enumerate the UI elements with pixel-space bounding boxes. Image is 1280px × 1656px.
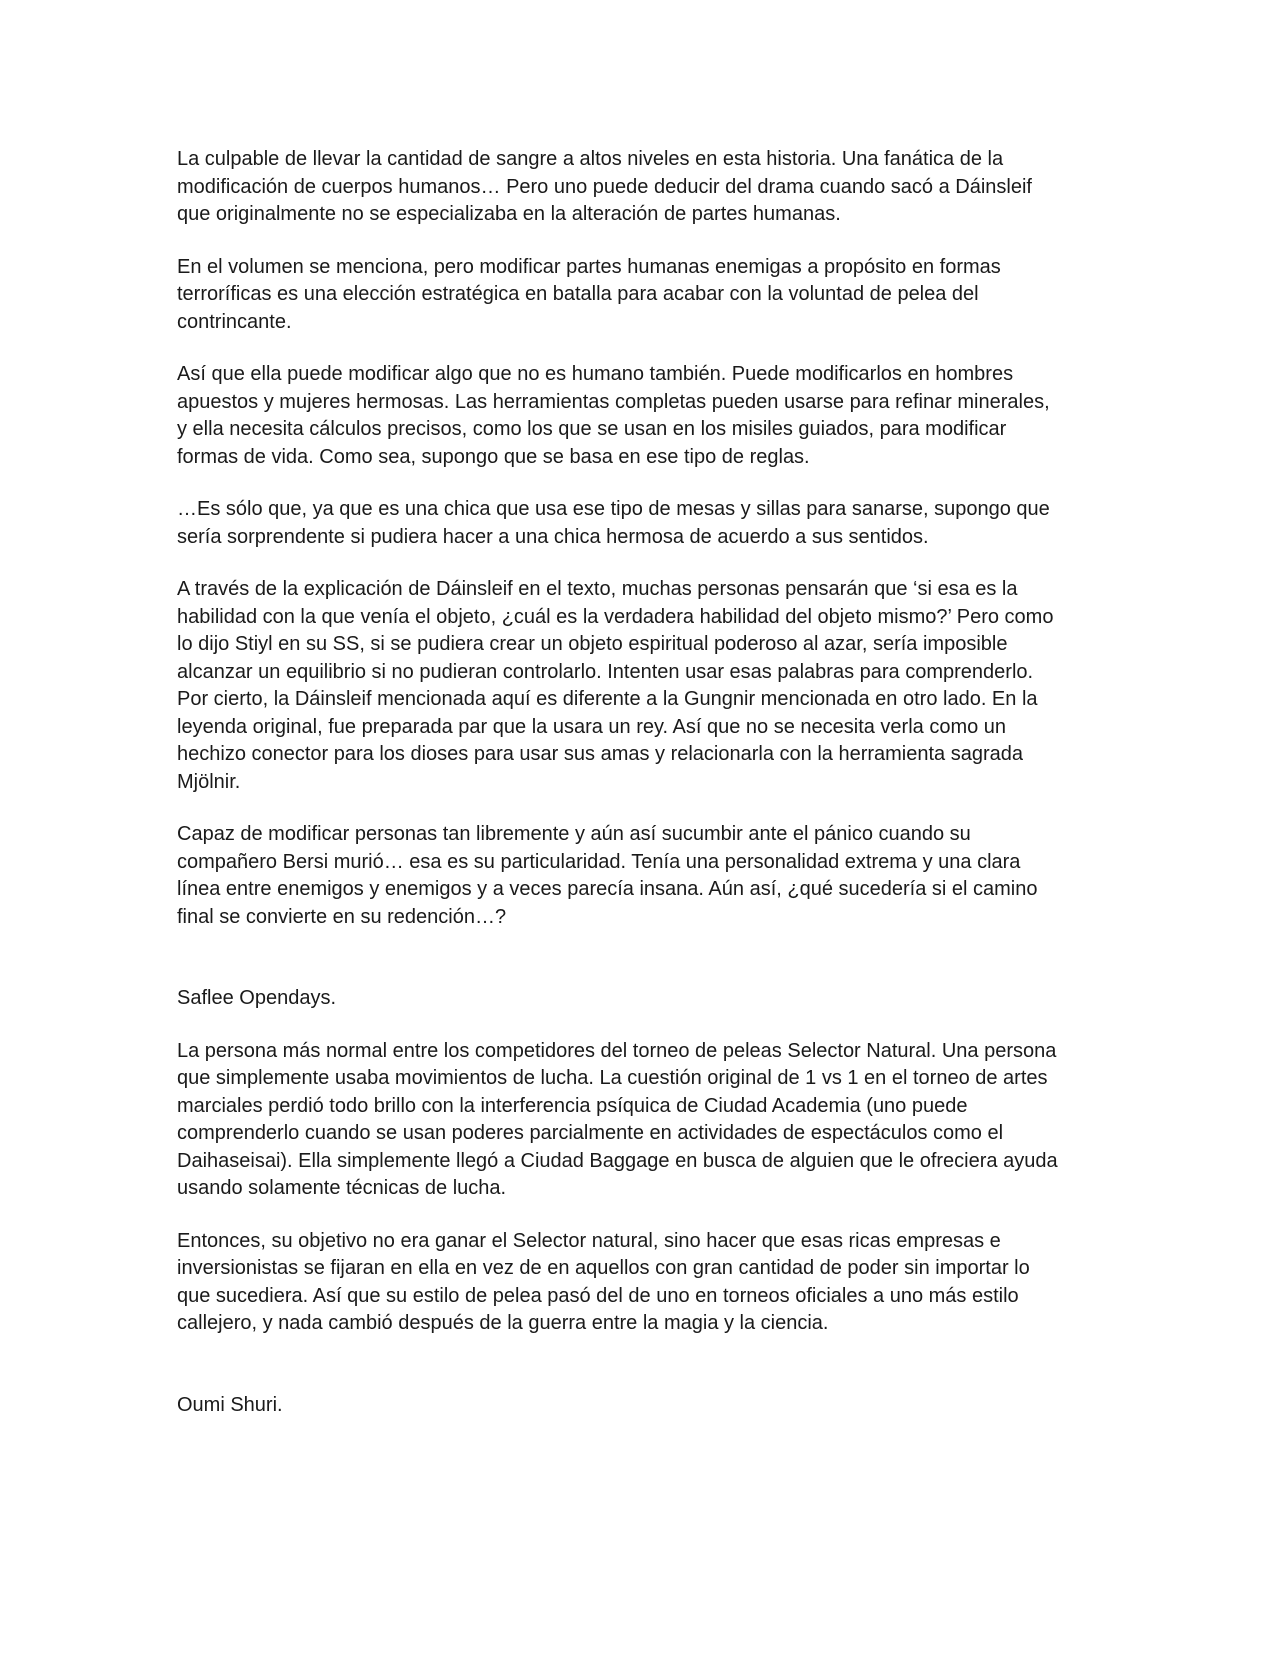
paragraph-sherry-intro: La culpable de llevar la cantidad de sangre a altos niveles en esta historia. Una fanática de la modificación de cuerpos humanos… Pero uno puede deducir del drama cuando sacó a Dáinsleif que originalmente no se especializaba en la alteración de partes humanas. bbox=[177, 148, 1032, 225]
paragraph-sherry-modify: Así que ella puede modificar algo que no es humano también. Puede modificarlos en hombres apuestos y mujeres hermosas. Las herramientas completas pueden usarse para refinar minerales, y ella necesita cálculos precisos, como los que se usan en los misiles guiados, para modificar formas de vida. Como sea, supongo que se basa en ese tipo de reglas. bbox=[177, 363, 1050, 468]
paragraph-saflee-objective: Entonces, su objetivo no era ganar el Selector natural, sino hacer que esas ricas empresas e inversionistas se fijaran en ella en vez de en aquellos con gran cantidad de poder sin importar lo que sucediera. Así que su estilo de pelea pasó del de uno en torneos oficiales a uno más estilo callejero, y nada cambió después de la guerra entre la magia y la ciencia. bbox=[177, 1229, 1030, 1334]
section-title-oumi: Oumi Shuri. bbox=[177, 1393, 283, 1416]
document-page bbox=[177, 146, 1107, 1444]
section-title-saflee: Saflee Opendays. bbox=[177, 987, 336, 1009]
paragraph-saflee-intro: La persona más normal entre los competidores del torneo de peleas Selector Natural. Una persona que simplemente usaba movimientos de lucha. La cuestión original de 1 vs 1 en el torneo de artes marciales perdió todo brillo con la interferencia psíquica de Ciudad Academia (uno puede comprenderlo cuando se usan poderes parcialmente en actividades de espectáculos como el Daihaseisai). Ella simplemente llegó a Ciudad Baggage en busca de alguien que le ofreciera ayuda usando solamente técnicas de lucha. bbox=[177, 1039, 1058, 1199]
paragraph-sherry-bersi: Capaz de modificar personas tan libremente y aún así sucumbir ante el pánico cuando su compañero Bersi murió… esa es su particularidad. Tenía una personalidad extrema y una clara línea entre enemigos y enemigos y a veces parecía insana. Aún así, ¿qué sucedería si el camino final se convierte en su redención…? bbox=[177, 823, 1038, 928]
paragraph-sherry-tables: …Es sólo que, ya que es una chica que usa ese tipo de mesas y sillas para sanarse, supongo que sería sorprendente si pudiera hacer a una chica hermosa de acuerdo a sus sentidos. bbox=[177, 498, 1050, 548]
paragraph-sherry-volume: En el volumen se menciona, pero modificar partes humanas enemigas a propósito en formas terroríficas es una elección estratégica en batalla para acabar con la voluntad de pelea del contrincante. bbox=[177, 255, 1001, 333]
paragraph-sherry-dainsleif: A través de la explicación de Dáinsleif en el texto, muchas personas pensarán que ‘si esa es la habilidad con la que venía el objeto, ¿cuál es la verdadera habilidad del objeto mismo?’ Pero como lo dijo Stiyl en su SS, si se pudiera crear un objeto espiritual poderoso al azar, sería imposible alcanzar un equilibrio si no pudieran controlarlo. Intenten usar esas palabras para comprenderlo. Por cierto, la Dáinsleif mencionada aquí es diferente a la Gungnir mencionada en otro lado. En la leyenda original, fue preparada par que la usara un rey. Así que no se necesita verla como un hechizo conector para los dioses para usar sus amas y relacionarla con la herramienta sagrada Mjölnir. bbox=[177, 578, 1054, 793]
